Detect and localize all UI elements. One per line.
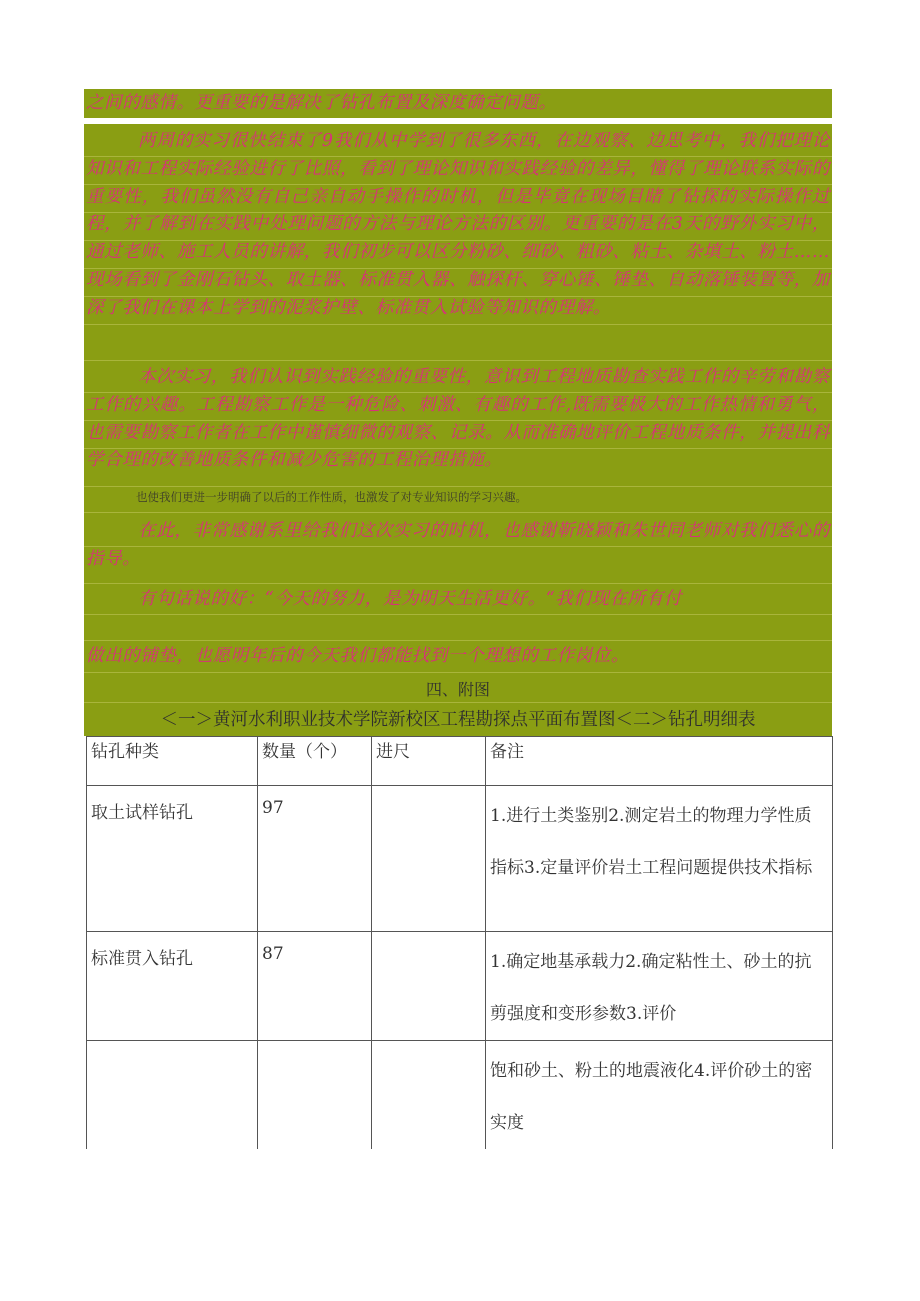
drill-hole-table	[86, 736, 833, 1149]
table-row	[87, 932, 833, 1041]
table-row	[87, 1041, 833, 1150]
header-count: 数量（个）	[258, 737, 372, 786]
paragraph-reflection: 本次实习，我们认识到实践经验的重要性，意识到工程地质勘查实践工作的辛劳和勘察工作的兴趣。工程勘察工作是一种危险、刺激、有趣的工作,既需要极大的工作热情和勇气，也需要勘察工作者在工作中谨慎细微的观察、记录。从而准确地评价工程地质条件，并提出科学合理的改善地质条件和减少危害的工程治理措施。	[86, 367, 830, 471]
cell-note: 1.确定地基承载力2.确定粘性土、砂土的抗剪强度和变形参数3.评价	[486, 932, 833, 1041]
cell-count	[258, 1041, 372, 1150]
cell-note: 1.进行土类鉴别2.测定岩土的物理力学性质指标3.定量评价岩土工程问题提供技术指标	[486, 786, 833, 932]
section-caption: ＜一＞黄河水利职业技术学院新校区工程勘探点平面布置图＜二＞钻孔明细表	[160, 710, 756, 730]
paragraph-intro: 之间的感情。更重要的是解决了钻孔布置及深度确定问题。	[86, 93, 557, 113]
cell-count: 97	[258, 786, 372, 932]
paragraph-thanks: 在此，非常感谢系里给我们这次实习的时机，也感谢靳晓颖和朱世同老师对我们悉心的指导。	[86, 521, 830, 569]
divider	[84, 583, 832, 584]
cell-footage	[372, 1041, 486, 1150]
header-note: 备注	[486, 737, 833, 786]
paragraph-small-note: 也使我们更进一步明确了以后的工作性质，也激发了对专业知识的学习兴趣。	[136, 490, 527, 504]
divider	[84, 672, 832, 673]
cell-footage	[372, 786, 486, 932]
cell-note: 饱和砂土、粉土的地震液化4.评价砂土的密实度	[486, 1041, 833, 1150]
cell-type: 取土试样钻孔	[87, 786, 258, 932]
table-row	[87, 786, 833, 932]
divider	[84, 614, 832, 615]
cell-count: 87	[258, 932, 372, 1041]
paragraph-quote: 有句话说的好：“今天的努力，是为明天生活更好。“我们现在所有付	[138, 589, 682, 609]
divider	[84, 640, 832, 641]
divider	[84, 360, 832, 361]
cell-type: 标准贯入钻孔	[87, 932, 258, 1041]
divider	[84, 324, 832, 325]
divider	[84, 702, 832, 703]
table-header-row	[87, 737, 833, 786]
paragraph-summary: 两周的实习很快结束了9我们从中学到了很多东西，在边观察、边思考中，我们把理论知识和工程实际经验进行了比照，看到了理论知识和实践经验的差异，懂得了理论联系实际的重要性，我们虽然没有自己亲自动手操作的时机，但是毕竟在现场目睹了钻探的实际操作过程，并了解到在实践中处理问题的方法与理论方法的区别。更重要的是在3天的野外实习中，通过老师、施工人员的讲解，我们初步可以区分粉砂、细砂、粗砂、粘土、杂填土、粉土……现场看到了金刚石钻头、取土器、标准贯入器、触探杆、穿心锤、锤垫、自动落锤装置等，加深了我们在课本上学到的泥浆护壁、标准贯入试验等知识的理解。	[86, 131, 830, 318]
cell-type	[87, 1041, 258, 1150]
section-title: 四、附图	[425, 680, 490, 699]
cell-footage	[372, 932, 486, 1041]
header-footage: 进尺	[372, 737, 486, 786]
header-type: 钻孔种类	[87, 737, 258, 786]
paragraph-closing: 做出的铺垫，也愿明年后的今天我们都能找到一个理想的工作岗位。	[86, 646, 629, 666]
divider	[84, 486, 832, 487]
divider	[84, 512, 832, 513]
